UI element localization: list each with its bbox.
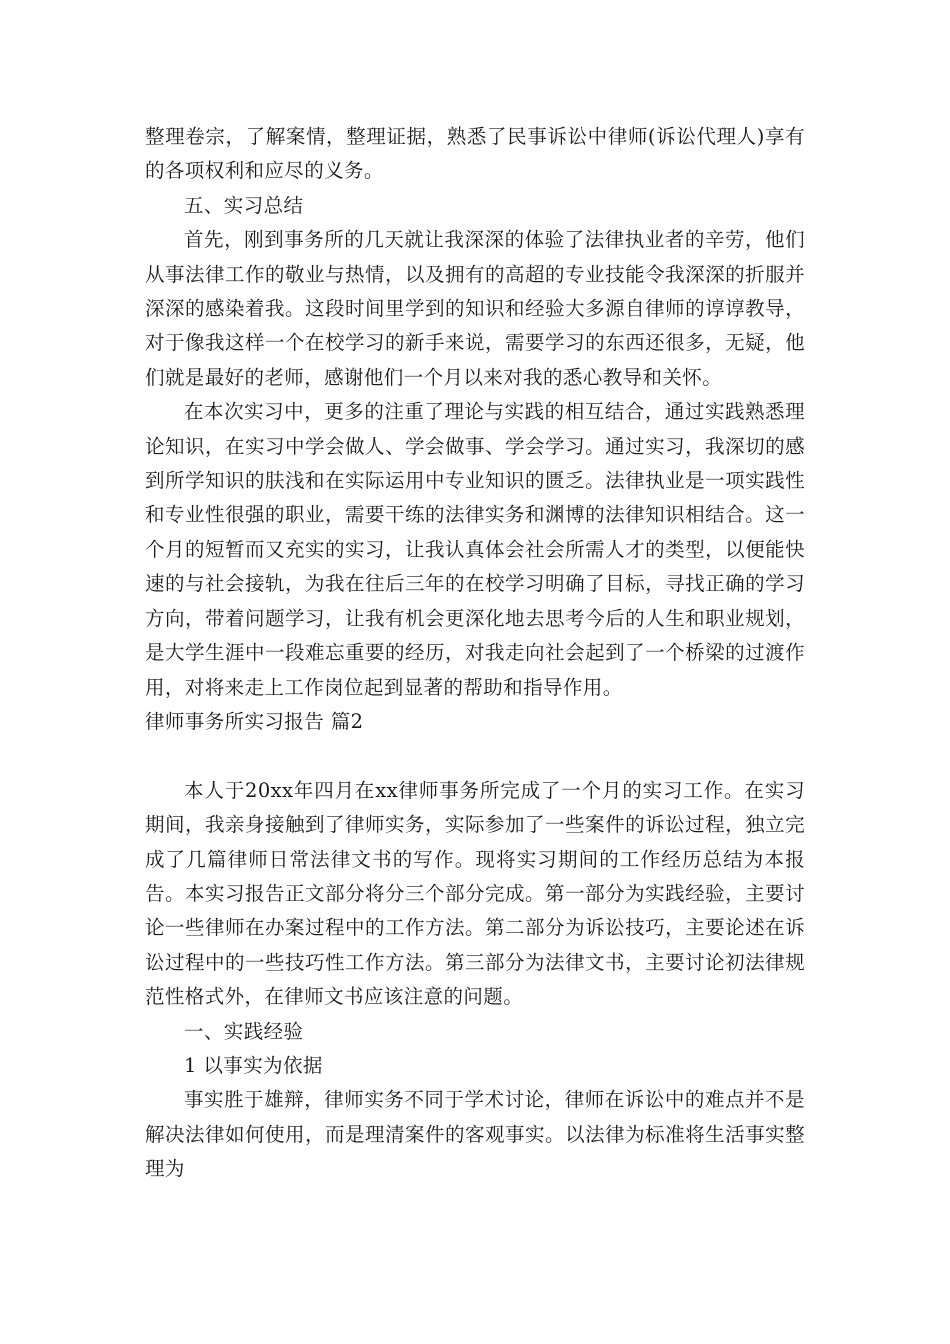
heading-summary: 五、实习总结 — [184, 193, 304, 217]
subheading-facts-basis: 1 以事实为依据 — [184, 1053, 323, 1077]
section-title-report-2: 律师事务所实习报告 篇2 — [145, 709, 364, 733]
paragraph-report-2-intro: 本人于20xx年四月在xx律师事务所完成了一个月的实习工作。在实习期间，我亲身接触到了律师实务，实际参加了一些案件的诉讼过程，独立完成了几篇律师日常法律文书的写作。现将实习期间的工作经历总结为本报告。本实习报告正文部分将分三个部分完成。第一部分为实践经验，主要讨论一些律师在办案过程中的工作方法。第二部分为诉讼技巧，主要论述在诉讼过程中的一些技巧性工作方法。第三部分为法律文书，主要讨论初法律规范性格式外，在律师文书应该注意的问题。 — [145, 778, 805, 1009]
paragraph-summary-2: 在本次实习中，更多的注重了理论与实践的相互结合，通过实践熟悉理论知识，在实习中学会做人、学会做事、学会学习。通过实习，我深切的感到所学知识的肤浅和在实际运用中专业知识的匮乏。法律执业是一项实践性和专业性很强的职业，需要干练的法律实务和渊博的法律知识相结合。这一个月的短暂而又充实的实习，让我认真体会社会所需人才的类型，以便能快速的与社会接轨，为我在往后三年的在校学习明确了目标，寻找正确的学习方向，带着问题学习，让我有机会更深化地去思考今后的人生和职业规划，是大学生涯中一段难忘重要的经历，对我走向社会起到了一个桥梁的过渡作用，对将来走上工作岗位起到显著的帮助和指导作用。 — [145, 400, 805, 699]
document-body — [145, 120, 805, 1187]
paragraph-facts: 事实胜于雄辩，律师实务不同于学术讨论，律师在诉讼中的难点并不是解决法律如何使用，而是理清案件的客观事实。以法律为标准将生活事实整理为 — [145, 1088, 805, 1181]
paragraph-summary-1: 首先，刚到事务所的几天就让我深深的体验了法律执业者的辛劳，他们从事法律工作的敬业与热情，以及拥有的高超的专业技能令我深深的折服并深深的感染着我。这段时间里学到的知识和经验大多源自律师的谆谆教导，对于像我这样一个在校学习的新手来说，需要学习的东西还很多，无疑，他们就是最好的老师，感谢他们一个月以来对我的悉心教导和关怀。 — [145, 228, 805, 389]
paragraph-intro-tail: 整理卷宗，了解案情，整理证据，熟悉了民事诉讼中律师(诉讼代理人)享有的各项权利和应尽的义务。 — [145, 125, 805, 183]
blank-line — [145, 739, 805, 773]
heading-practice-experience: 一、实践经验 — [184, 1019, 304, 1043]
